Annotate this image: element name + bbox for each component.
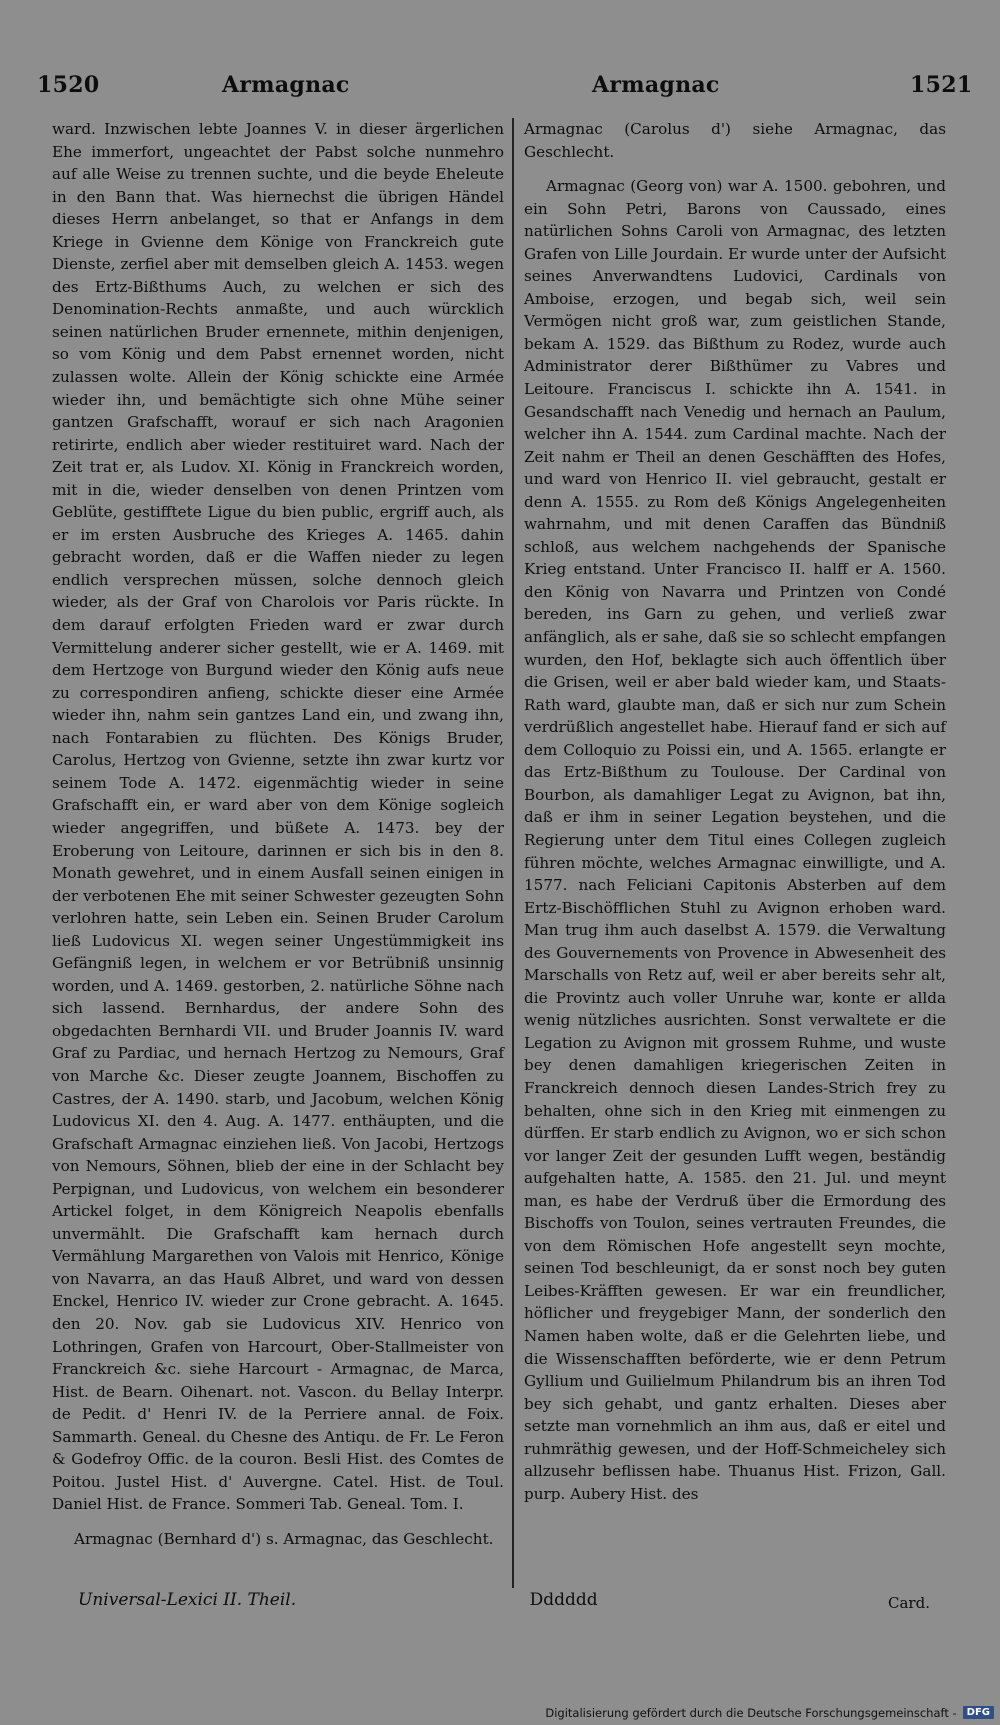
left-page-number: 1520 [37, 72, 100, 98]
credit-text: Digitalisierung gefördert durch die Deutsche Forschungsgemeinschaft - [545, 1705, 957, 1720]
left-text-column [52, 118, 504, 1550]
right-text-column [524, 118, 946, 1505]
entry-armagnac-georg: Armagnac (Georg von) war A. 1500. gebohren, und ein Sohn Petri, Barons von Caussado, eines natürlichen Sohns Caroli von Armagnac, des letzten Grafen von Lille Jourdain. Er wurde unter der Aufsicht seines Anverwandtens Ludovici, Cardinals von Amboise, erzogen, und begab sich, weil sein Vermögen nicht groß war, zum geistlichen Stande, bekam A. 1529. das Bißthum zu Rodez, wurde auch Administrator derer Bißthümer zu Vabres und Leitoure. Franciscus I. schickte ihn A. 1541. in Gesandschafft nach Venedig und hernach an Paulum, welcher ihn A. 1544. zum Cardinal machte. Nach der Zeit nahm er Theil an denen Geschäfften des Hofes, und ward von Henrico II. viel gebraucht, gestalt er denn A. 1555. zu Rom deß Königs Angelegenheiten wahrnahm, und mit denen Caraffen das Bündniß schloß, aus welchem nachgehends der Spanische Krieg entstand. Unter Francisco II. halff er A. 1560. den König von Navarra und Printzen von Condé bereden, ins Garn zu gehen, und verließ zwar anfänglich, als er sahe, daß sie so schlecht empfangen wurden, den Hof, beklagte sich auch öffentlich über die Grisen, weil er aber bald wieder kam, und Staats-Rath ward, glaubte man, daß er sich nur zum Schein verdrüßlich angestellet habe. Hierauf fand er sich auf dem Colloquio zu Poissi ein, und A. 1565. erlangte er das Ertz-Bißthum zu Toulouse. Der Cardinal von Bourbon, als damahliger Legat zu Avignon, bat ihn, daß er ihm in seiner Legation beystehen, und die Regierung unter dem Titul eines Collegen zugleich führen möchte, welches Armagnac einwilligte, und A. 1577. nach Feliciani Capitonis Absterben auf dem Ertz-Bischöfflichen Stuhl zu Avignon erhoben ward. Man trug ihm auch daselbst A. 1579. die Verwaltung des Gouvernements von Provence in Abwesenheit des Marschalls von Retz auf, weil er aber bereits sehr alt, die Provintz auch voller Unruhe war, konte er allda wenig nützliches ausrichten. Sonst verwaltete er die Legation zu Avignon mit grossem Ruhme, und wuste bey denen damahligen kriegerischen Zeiten in Franckreich dennoch diesen Landes-Strich frey zu behalten, ohne sich in den Krieg mit einmengen zu dürffen. Er starb endlich zu Avignon, wo er sich schon vor langer Zeit der gesunden Lufft wegen, beständig aufgehalten hatte, A. 1585. den 21. Jul. und meynt man, es habe der Verdruß über die Ermordung des Bischoffs von Toulon, seines vertrauten Freundes, die von dem Römischen Hofe angestellt seyn mochte, seinen Tod beschleunigt, da er sonst noch bey guten Leibes-Kräfften gewesen. Er war ein freundlicher, höflicher und freygebiger Mann, der sonderlich den Namen haben wolte, daß er die Gelehrten liebe, und die Wissenschafften beförderte, wie er denn Petrum Gyllium und Guilielmum Philandrum bis an ihren Tod bey sich gehabt, und gantz erhalten. Dieses aber setzte man vornehmlich an ihm aus, daß er eitel und ruhmräthig gewesen, und der Hoff-Schmeicheley sich allzusehr beflissen habe. Thuanus Hist. Frizon, Gall. purp. Aubery Hist. des [524, 177, 946, 1503]
right-running-title: Armagnac [592, 72, 720, 98]
digitization-credit-bar [0, 1700, 1000, 1725]
entry-armagnac-carolus: Armagnac (Carolus d') siehe Armagnac, das Geschlecht. [524, 120, 946, 161]
footer-signature [78, 1590, 598, 1610]
article-text-joannes: ward. Inzwischen lebte Joannes V. in dieser ärgerlichen Ehe immerfort, ungeachtet der Pabst solche nunmehro auf alle Weise zu trennen suchte, und die beyde Eheleute in den Bann that. Was hiernechst die übrigen Händel dieses Herrn anbelanget, so that er Anfangs in dem Kriege in Gvienne dem Könige von Franckreich gute Dienste, zerfiel aber mit demselben gleich A. 1453. wegen des Ertz-Bißthums Auch, zu welchen er sich des Denomination-Rechts anmaßte, und auch würcklich seinen natürlichen Bruder ernennete, mithin denjenigen, so vom König und dem Pabst ernennet worden, nicht zulassen wolte. Allein der König schickte eine Armée wieder ihn, und bemächtigte sich ohne Mühe seiner gantzen Grafschafft, worauf er sich nach Aragonien retirirte, endlich aber wieder restituiret ward. Nach der Zeit trat er, als Ludov. XI. König in Franckreich worden, mit in die, wieder denselben von denen Printzen vom Geblüte, gestifftete Ligue du bien public, ergriff auch, als er im ersten Ausbruche des Krieges A. 1465. dahin gebracht worden, daß er die Waffen nieder zu legen endlich versprechen müssen, solche dennoch gleich wieder, als der Graf von Charolois vor Paris rückte. In dem darauf erfolgten Frieden ward er zwar durch Vermittelung anderer sicher gestellt, wie er A. 1469. mit dem Hertzoge von Burgund wieder den König aufs neue zu correspondiren anfieng, schickte dieser eine Armée wieder ihn, nahm sein gantzes Land ein, und zwang ihn, nach Fontarabien zu flüchten. Des Königs Bruder, Carolus, Hertzog von Gvienne, setzte ihn zwar kurtz vor seinem Tode A. 1472. eigenmächtig wieder in seine Grafschafft ein, er ward aber von dem Könige sogleich wieder angegriffen, und büßete A. 1473. bey der Eroberung von Leitoure, darinnen er sich bis in den 8. Monath gewehret, und in einem Ausfall seinen einigen in der verbotenen Ehe mit seiner Schwester gezeugten Sohn verlohren hatte, sein Leben ein. Seinen Bruder Carolum ließ Ludovicus XI. wegen seiner Ungestümmigkeit ins Gefängniß legen, in welchem er vor Betrübniß unsinnig worden, und A. 1469. gestorben, 2. natürliche Söhne nach sich lassend. Bernhardus, der andere Sohn des obgedachten Bernhardi VII. und Bruder Joannis IV. ward Graf zu Pardiac, und hernach Hertzog zu Nemours, Graf von Marche &c. Dieser zeugte Joannem, Bischoffen zu Castres, der A. 1490. starb, und Jacobum, welchen König Ludovicus XI. den 4. Aug. A. 1477. enthäupten, und die Grafschaft Armagnac einziehen ließ. Von Jacobi, Hertzogs von Nemours, Söhnen, blieb der eine in der Schlacht bey Perpignan, und Ludovicus, von welchem ein besonderer Artickel folget, in dem Königreich Neapolis ebenfalls unvermählt. Die Grafschafft kam hernach durch Vermählung Margarethen von Valois mit Henrico, Könige von Navarra, an das Hauß Albret, und ward von dessen Enckel, Henrico IV. wieder zur Crone gebracht. A. 1645. den 20. Nov. gab sie Ludovicus XIV. Henrico von Lothringen, Grafen von Harcourt, Ober-Stallmeister von Franckreich &c. siehe Harcourt - Armagnac, de Marca, Hist. de Bearn. Oihenart. not. Vascon. du Bellay Interpr. de Pedit. d' Henri IV. de la Perriere annal. de Foix. Sammarth. Geneal. du Chesne des Antiqu. de Fr. Le Feron & Godefroy Offic. de la couron. Besli Hist. des Comtes de Poitou. Justel Hist. d' Auvergne. Catel. Hist. de Toul. Daniel Hist. de France. Sommeri Tab. Geneal. Tom. I. [52, 120, 504, 1514]
catchword: Card. [888, 1594, 930, 1612]
signature-text: Universal-Lexici II. Theil. [78, 1590, 297, 1610]
signature-mark: Dddddd [529, 1590, 598, 1610]
dfg-logo: DFG [963, 1706, 994, 1719]
column-divider [512, 118, 514, 1588]
entry-armagnac-bernhard: Armagnac (Bernhard d') s. Armagnac, das Geschlecht. [74, 1529, 494, 1548]
left-running-title: Armagnac [222, 72, 350, 98]
right-page-number: 1521 [910, 72, 973, 98]
